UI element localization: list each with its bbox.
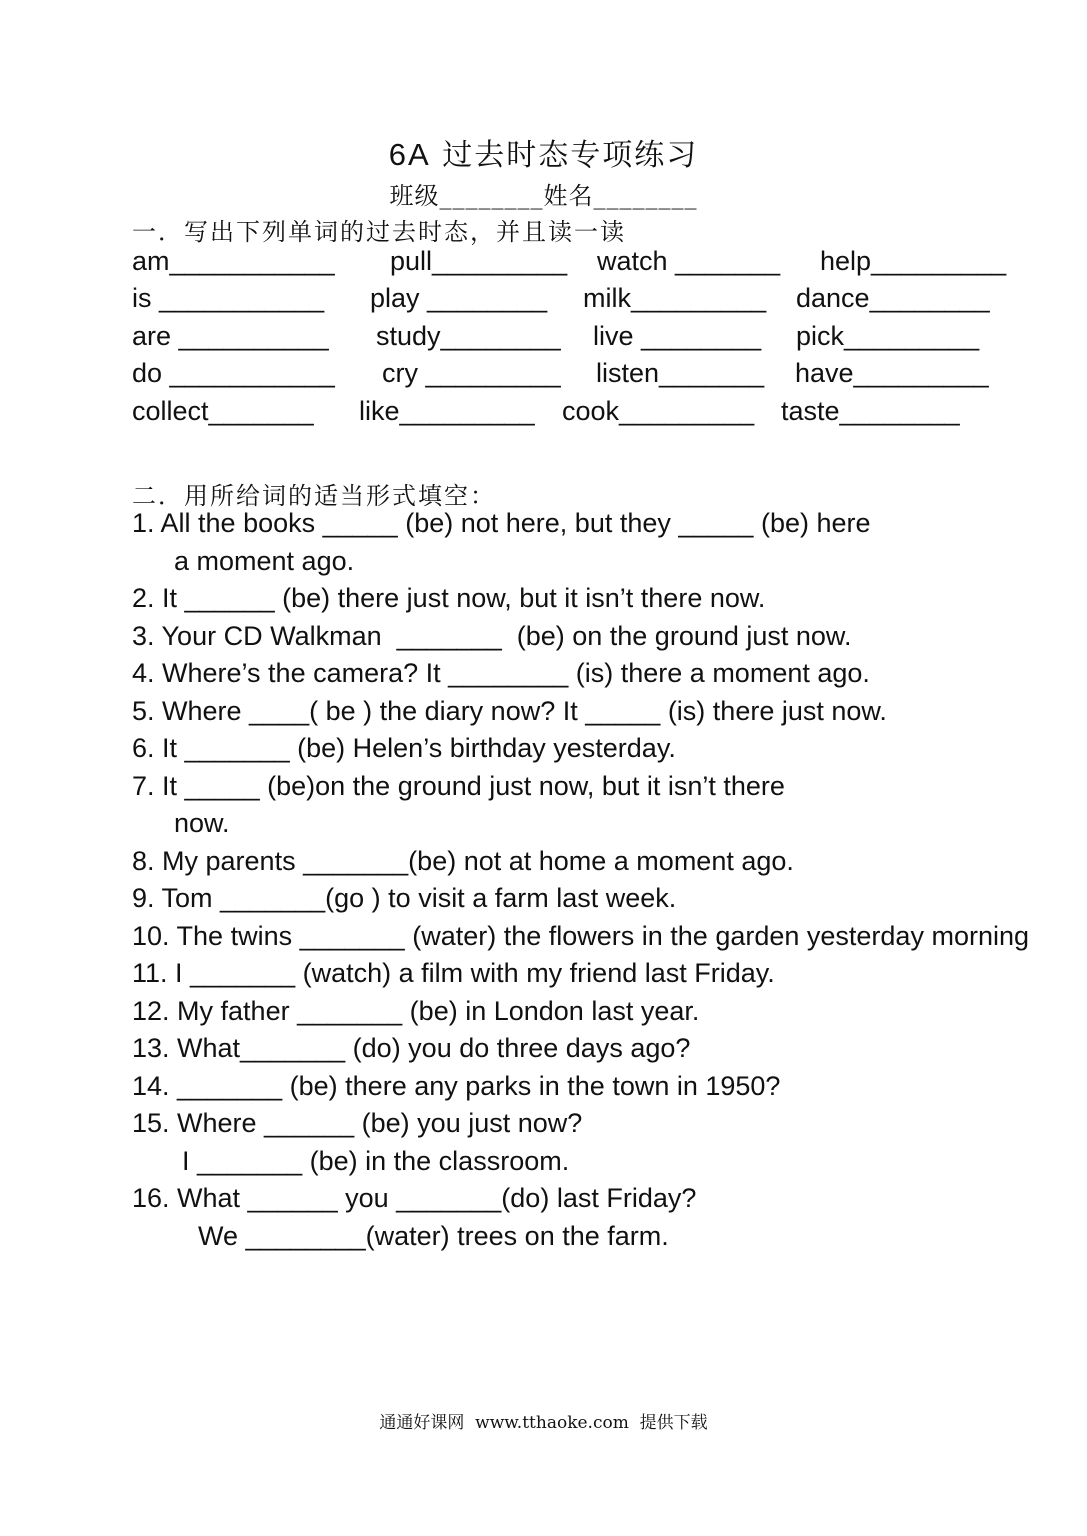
- exercise-line: I _______ (be) in the classroom.: [182, 1146, 570, 1176]
- exercise-line: 1. All the books _____ (be) not here, but they _____ (be) here: [132, 508, 871, 538]
- exercise-line: 7. It _____ (be)on the ground just now, but it isn’t there: [132, 771, 785, 801]
- vocab-row: [132, 246, 1032, 282]
- exercise-line: a moment ago.: [174, 546, 355, 576]
- vocab-row: [132, 283, 1032, 319]
- vocab-item: am___________: [132, 246, 335, 276]
- exercise-line: 14. _______ (be) there any parks in the town in 1950?: [132, 1071, 781, 1101]
- vocab-item: cook_________: [562, 396, 755, 426]
- vocab-item: cry _________: [382, 358, 561, 388]
- vocab-item: pull_________: [390, 246, 568, 276]
- exercise-line: We ________(water) trees on the farm.: [198, 1221, 669, 1251]
- exercise-line: 3. Your CD Walkman _______ (be) on the ground just now.: [132, 621, 852, 651]
- page-title: [0, 130, 1087, 174]
- vocab-item: study________: [376, 321, 561, 351]
- vocab-item: pick_________: [796, 321, 980, 351]
- exercise-line: 15. Where ______ (be) you just now?: [132, 1108, 583, 1138]
- vocab-item: watch _______: [597, 246, 781, 276]
- footer-credit: 通通好课网 www.tthaoke.com 提供下载: [379, 1413, 708, 1433]
- exercise-line: 10. The twins _______ (water) the flowers in the garden yesterday morning: [132, 921, 1029, 951]
- vocab-item: help_________: [820, 246, 1007, 276]
- class-name-line: 班级________姓名________: [389, 182, 698, 210]
- exercise-line: 16. What ______ you _______(do) last Friday?: [132, 1183, 697, 1213]
- exercise-line: now.: [174, 808, 230, 838]
- exercise-line: 2. It ______ (be) there just now, but it isn’t there now.: [132, 583, 766, 613]
- exercise-line: 8. My parents _______(be) not at home a moment ago.: [132, 846, 794, 876]
- vocab-item: do ___________: [132, 358, 335, 388]
- exercise-line: 13. What_______ (do) you do three days ago?: [132, 1033, 691, 1063]
- title-grade: 6A: [388, 137, 431, 172]
- exercise-line: 6. It _______ (be) Helen’s birthday yesterday.: [132, 733, 676, 763]
- exercise-line: 5. Where ____( be ) the diary now? It _____ (is) there just now.: [132, 696, 887, 726]
- vocab-row: [132, 321, 1032, 357]
- vocab-item: dance________: [796, 283, 990, 313]
- vocab-item: have_________: [795, 358, 989, 388]
- vocab-item: are __________: [132, 321, 329, 351]
- vocab-row: [132, 358, 1032, 394]
- vocab-item: collect_______: [132, 396, 314, 426]
- vocab-item: like_________: [359, 396, 535, 426]
- vocab-item: play ________: [370, 283, 548, 313]
- vocab-item: taste________: [781, 396, 960, 426]
- exercise-line: 11. I _______ (watch) a film with my friend last Friday.: [132, 958, 775, 988]
- vocab-item: listen_______: [596, 358, 765, 388]
- title-text: 过去时态专项练习: [442, 138, 699, 173]
- vocab-item: is ___________: [132, 283, 325, 313]
- vocab-row: [132, 396, 1032, 432]
- vocab-item: milk_________: [583, 283, 767, 313]
- section2-heading: 二．用所给词的适当形式填空：: [132, 482, 496, 510]
- exercise-line: 4. Where’s the camera? It ________ (is) there a moment ago.: [132, 658, 870, 688]
- vocab-item: live ________: [593, 321, 762, 351]
- exercise-line: 9. Tom _______(go ) to visit a farm last week.: [132, 883, 677, 913]
- exercise-line: 12. My father _______ (be) in London last year.: [132, 996, 700, 1026]
- section1-heading: 一．写出下列单词的过去时态，并且读一读: [132, 218, 626, 246]
